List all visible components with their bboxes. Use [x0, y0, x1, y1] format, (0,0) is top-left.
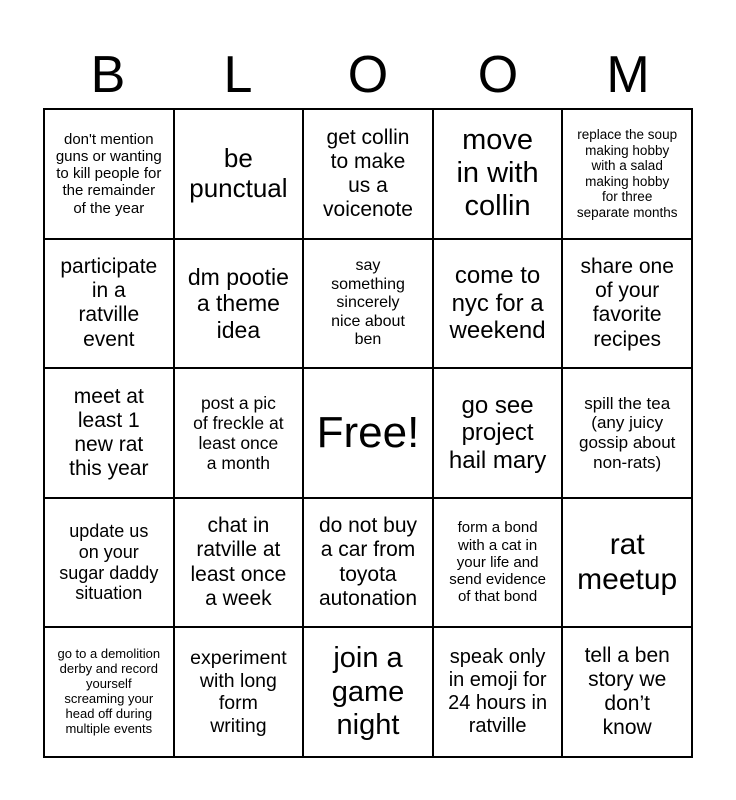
bingo-cell[interactable]: do not buy a car from toyota autonation — [303, 498, 433, 628]
bingo-cell[interactable]: rat meetup — [562, 498, 692, 628]
bingo-cell[interactable]: tell a ben story we don’t know — [562, 627, 692, 757]
bingo-cell[interactable]: go see project hail mary — [433, 368, 563, 498]
title-letter: M — [606, 46, 650, 104]
bingo-cell[interactable]: dm pootie a theme idea — [174, 239, 304, 369]
bingo-cell[interactable]: participate in a ratville event — [44, 239, 174, 369]
bingo-cell[interactable]: go to a demolition derby and record yourself screaming your head off during multiple events — [44, 627, 174, 757]
bingo-cell[interactable]: come to nyc for a weekend — [433, 239, 563, 369]
bingo-cell[interactable]: spill the tea (any juicy gossip about non-rats) — [562, 368, 692, 498]
bingo-cell[interactable]: get collin to make us a voicenote — [303, 109, 433, 239]
bingo-cell[interactable]: share one of your favorite recipes — [562, 239, 692, 369]
bingo-cell[interactable]: be punctual — [174, 109, 304, 239]
title-letter: O — [347, 46, 389, 104]
bingo-cell[interactable]: join a game night — [303, 627, 433, 757]
bingo-cell[interactable]: chat in ratville at least once a week — [174, 498, 304, 628]
bingo-cell[interactable]: form a bond with a cat in your life and send evidence of that bond — [433, 498, 563, 628]
bingo-cell[interactable]: speak only in emoji for 24 hours in ratville — [433, 627, 563, 757]
bingo-cell[interactable]: move in with collin — [433, 109, 563, 239]
bingo-title — [43, 44, 693, 106]
bingo-cell[interactable]: say something sincerely nice about ben — [303, 239, 433, 369]
bingo-cell[interactable]: experiment with long form writing — [174, 627, 304, 757]
title-letter: O — [477, 46, 519, 104]
bingo-cell[interactable]: meet at least 1 new rat this year — [44, 368, 174, 498]
bingo-cell[interactable]: post a pic of freckle at least once a month — [174, 368, 304, 498]
bingo-cell[interactable]: replace the soup making hobby with a salad making hobby for three separate months — [562, 109, 692, 239]
bingo-grid — [43, 108, 693, 758]
bingo-cell-free[interactable]: Free! — [303, 368, 433, 498]
title-letter: L — [223, 46, 253, 104]
title-letter: B — [90, 46, 126, 104]
bingo-cell[interactable]: update us on your sugar daddy situation — [44, 498, 174, 628]
bingo-cell[interactable]: don't mention guns or wanting to kill people for the remainder of the year — [44, 109, 174, 239]
